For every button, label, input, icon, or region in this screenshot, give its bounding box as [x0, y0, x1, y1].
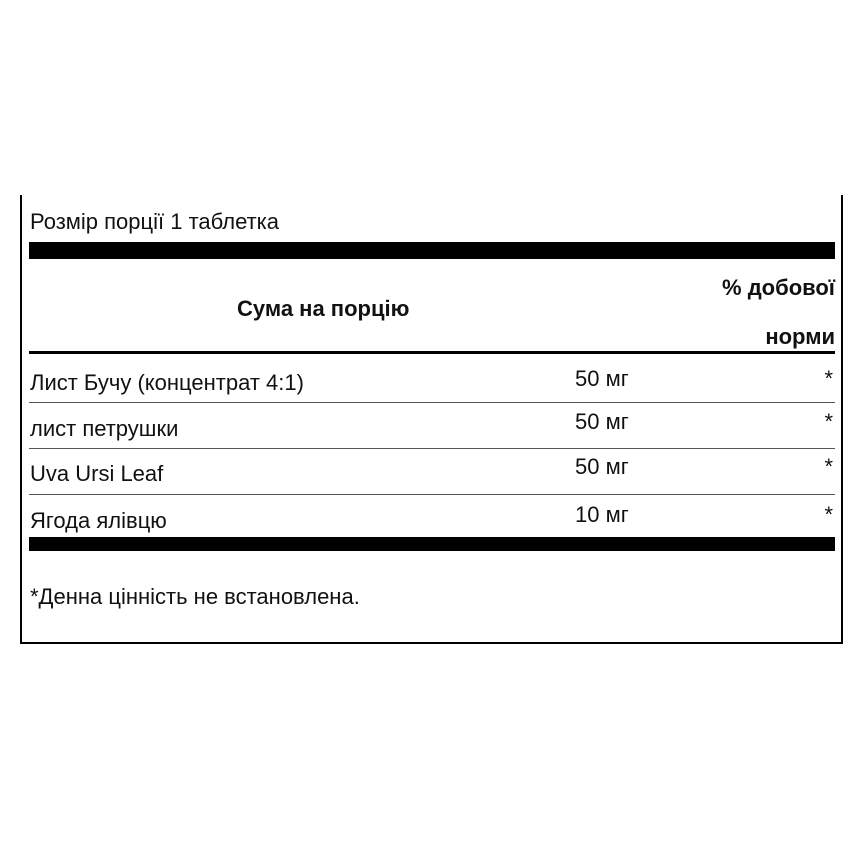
- row-name: Ягода ялівцю: [30, 508, 167, 533]
- row-amount: 50 мг: [575, 454, 629, 479]
- serving-size: Розмір порції 1 таблетка: [30, 209, 280, 234]
- amount-per-serving-header: Сума на порцію: [237, 296, 410, 321]
- row-divider: [29, 402, 835, 403]
- row-amount: 10 мг: [575, 502, 629, 527]
- row-divider: [29, 448, 835, 449]
- row-divider: [29, 494, 835, 495]
- row-name: лист петрушки: [30, 416, 179, 441]
- row-daily-value: *: [824, 409, 833, 434]
- thick-divider-top: [29, 242, 835, 259]
- daily-value-header-line1: % добової: [722, 275, 835, 300]
- row-daily-value: *: [824, 502, 833, 527]
- row-name: Uva Ursi Leaf: [30, 461, 164, 486]
- row-name: Лист Бучу (концентрат 4:1): [30, 370, 304, 395]
- supplement-facts-panel: [20, 195, 843, 644]
- daily-value-header-line2: норми: [765, 324, 835, 349]
- footnote: *Денна цінність не встановлена.: [30, 584, 360, 609]
- row-daily-value: *: [824, 454, 833, 479]
- header-divider: [29, 351, 835, 354]
- row-amount: 50 мг: [575, 409, 629, 434]
- row-amount: 50 мг: [575, 366, 629, 391]
- row-daily-value: *: [824, 366, 833, 391]
- thick-divider-bottom: [29, 537, 835, 551]
